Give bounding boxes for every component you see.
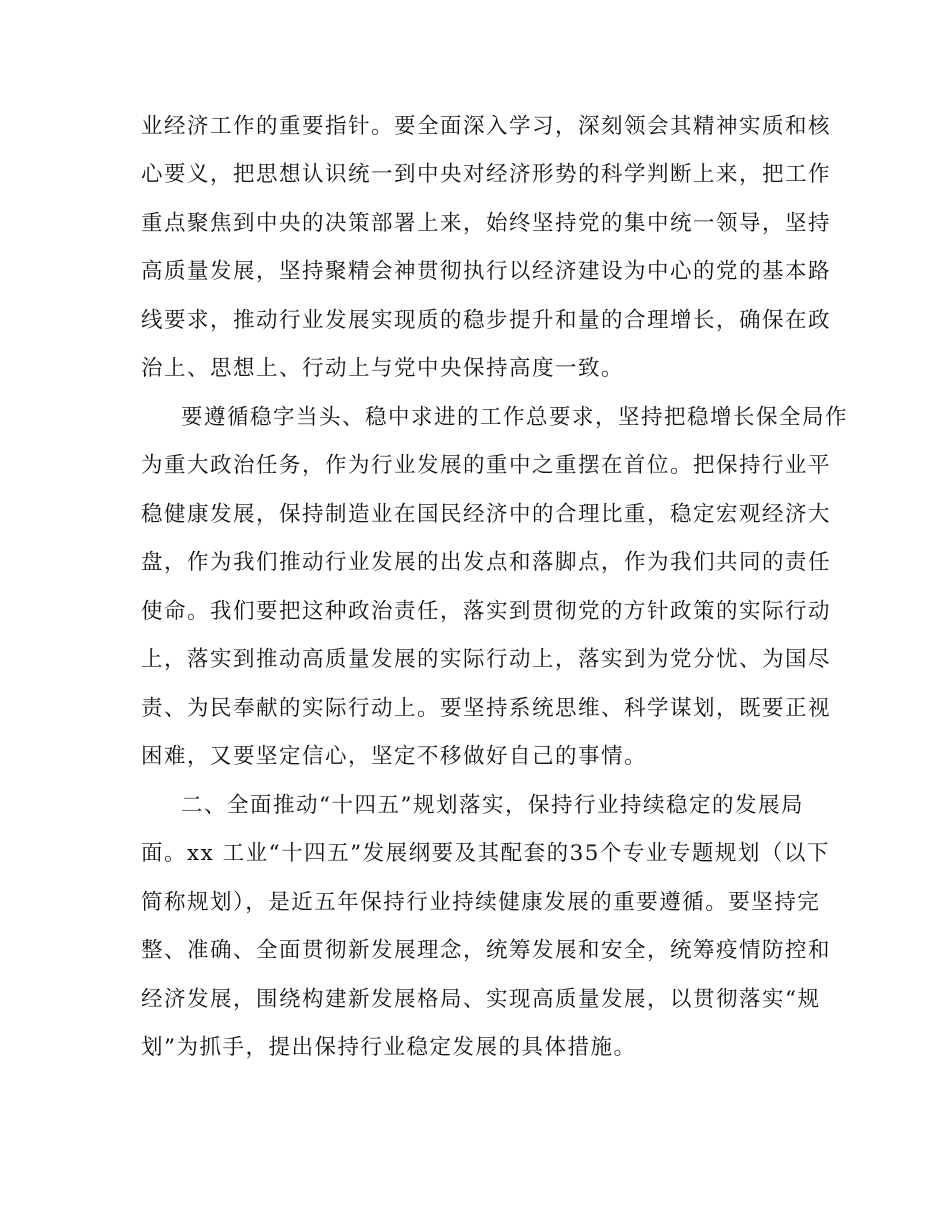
text-line: 高质量发展，坚持聚精会神贯彻执行以经济建设为中心的党的基本路 (141, 259, 832, 284)
text-line: 线要求，推动行业发展实现质的稳步提升和量的合理增长，确保在政 (141, 308, 832, 333)
text-line: 治上、思想上、行动上与党中央保持高度一致。 (141, 356, 625, 381)
text-line: 使命。我们要把这种政治责任，落实到贯彻党的方针政策的实际行动 (141, 599, 832, 624)
text-line: 简称规划），是近五年保持行业持续健康发展的重要遵循。要坚持完 (141, 890, 821, 915)
text-line: 面。xx 工业“十四五”发展纲要及其配套的35个专业专题规划（以下 (141, 841, 830, 866)
text-line: 重点聚焦到中央的决策部署上来，始终坚持党的集中统一领导，坚持 (141, 211, 832, 236)
text-line: 划”为抓手，提出保持行业稳定发展的具体措施。 (141, 1035, 637, 1060)
text-line: 心要义，把思想认识统一到中央对经济形势的科学判断上来，把工作 (141, 162, 832, 187)
text-line: 盘，作为我们推动行业发展的出发点和落脚点，作为我们共同的责任 (141, 550, 832, 575)
text-line: 困难，又要坚定信心，坚定不移做好自己的事情。 (141, 744, 648, 769)
text-line: 整、准确、全面贯彻新发展理念，统筹发展和安全，统筹疫情防控和 (141, 938, 832, 963)
text-line: 业经济工作的重要指针。要全面深入学习，深刻领会其精神实质和核 (141, 114, 832, 139)
text-line: 稳健康发展，保持制造业在国民经济中的合理比重，稳定宏观经济大 (141, 502, 832, 527)
text-line: 责、为民奉献的实际行动上。要坚持系统思维、科学谋划，既要正视 (141, 696, 832, 721)
text-line: 经济发展，围绕构建新发展格局、实现高质量发展，以贯彻落实“规 (141, 987, 821, 1012)
paragraph-first-line: 二、全面推动“十四五”规划落实，保持行业持续稳定的发展局 (181, 793, 804, 818)
paragraph-first-line: 要遵循稳字当头、稳中求进的工作总要求，坚持把稳增长保全局作 (181, 405, 849, 430)
text-line: 上，落实到推动高质量发展的实际行动上，落实到为党分忧、为国尽 (141, 647, 832, 672)
text-line: 为重大政治任务，作为行业发展的重中之重摆在首位。把保持行业平 (141, 453, 832, 478)
